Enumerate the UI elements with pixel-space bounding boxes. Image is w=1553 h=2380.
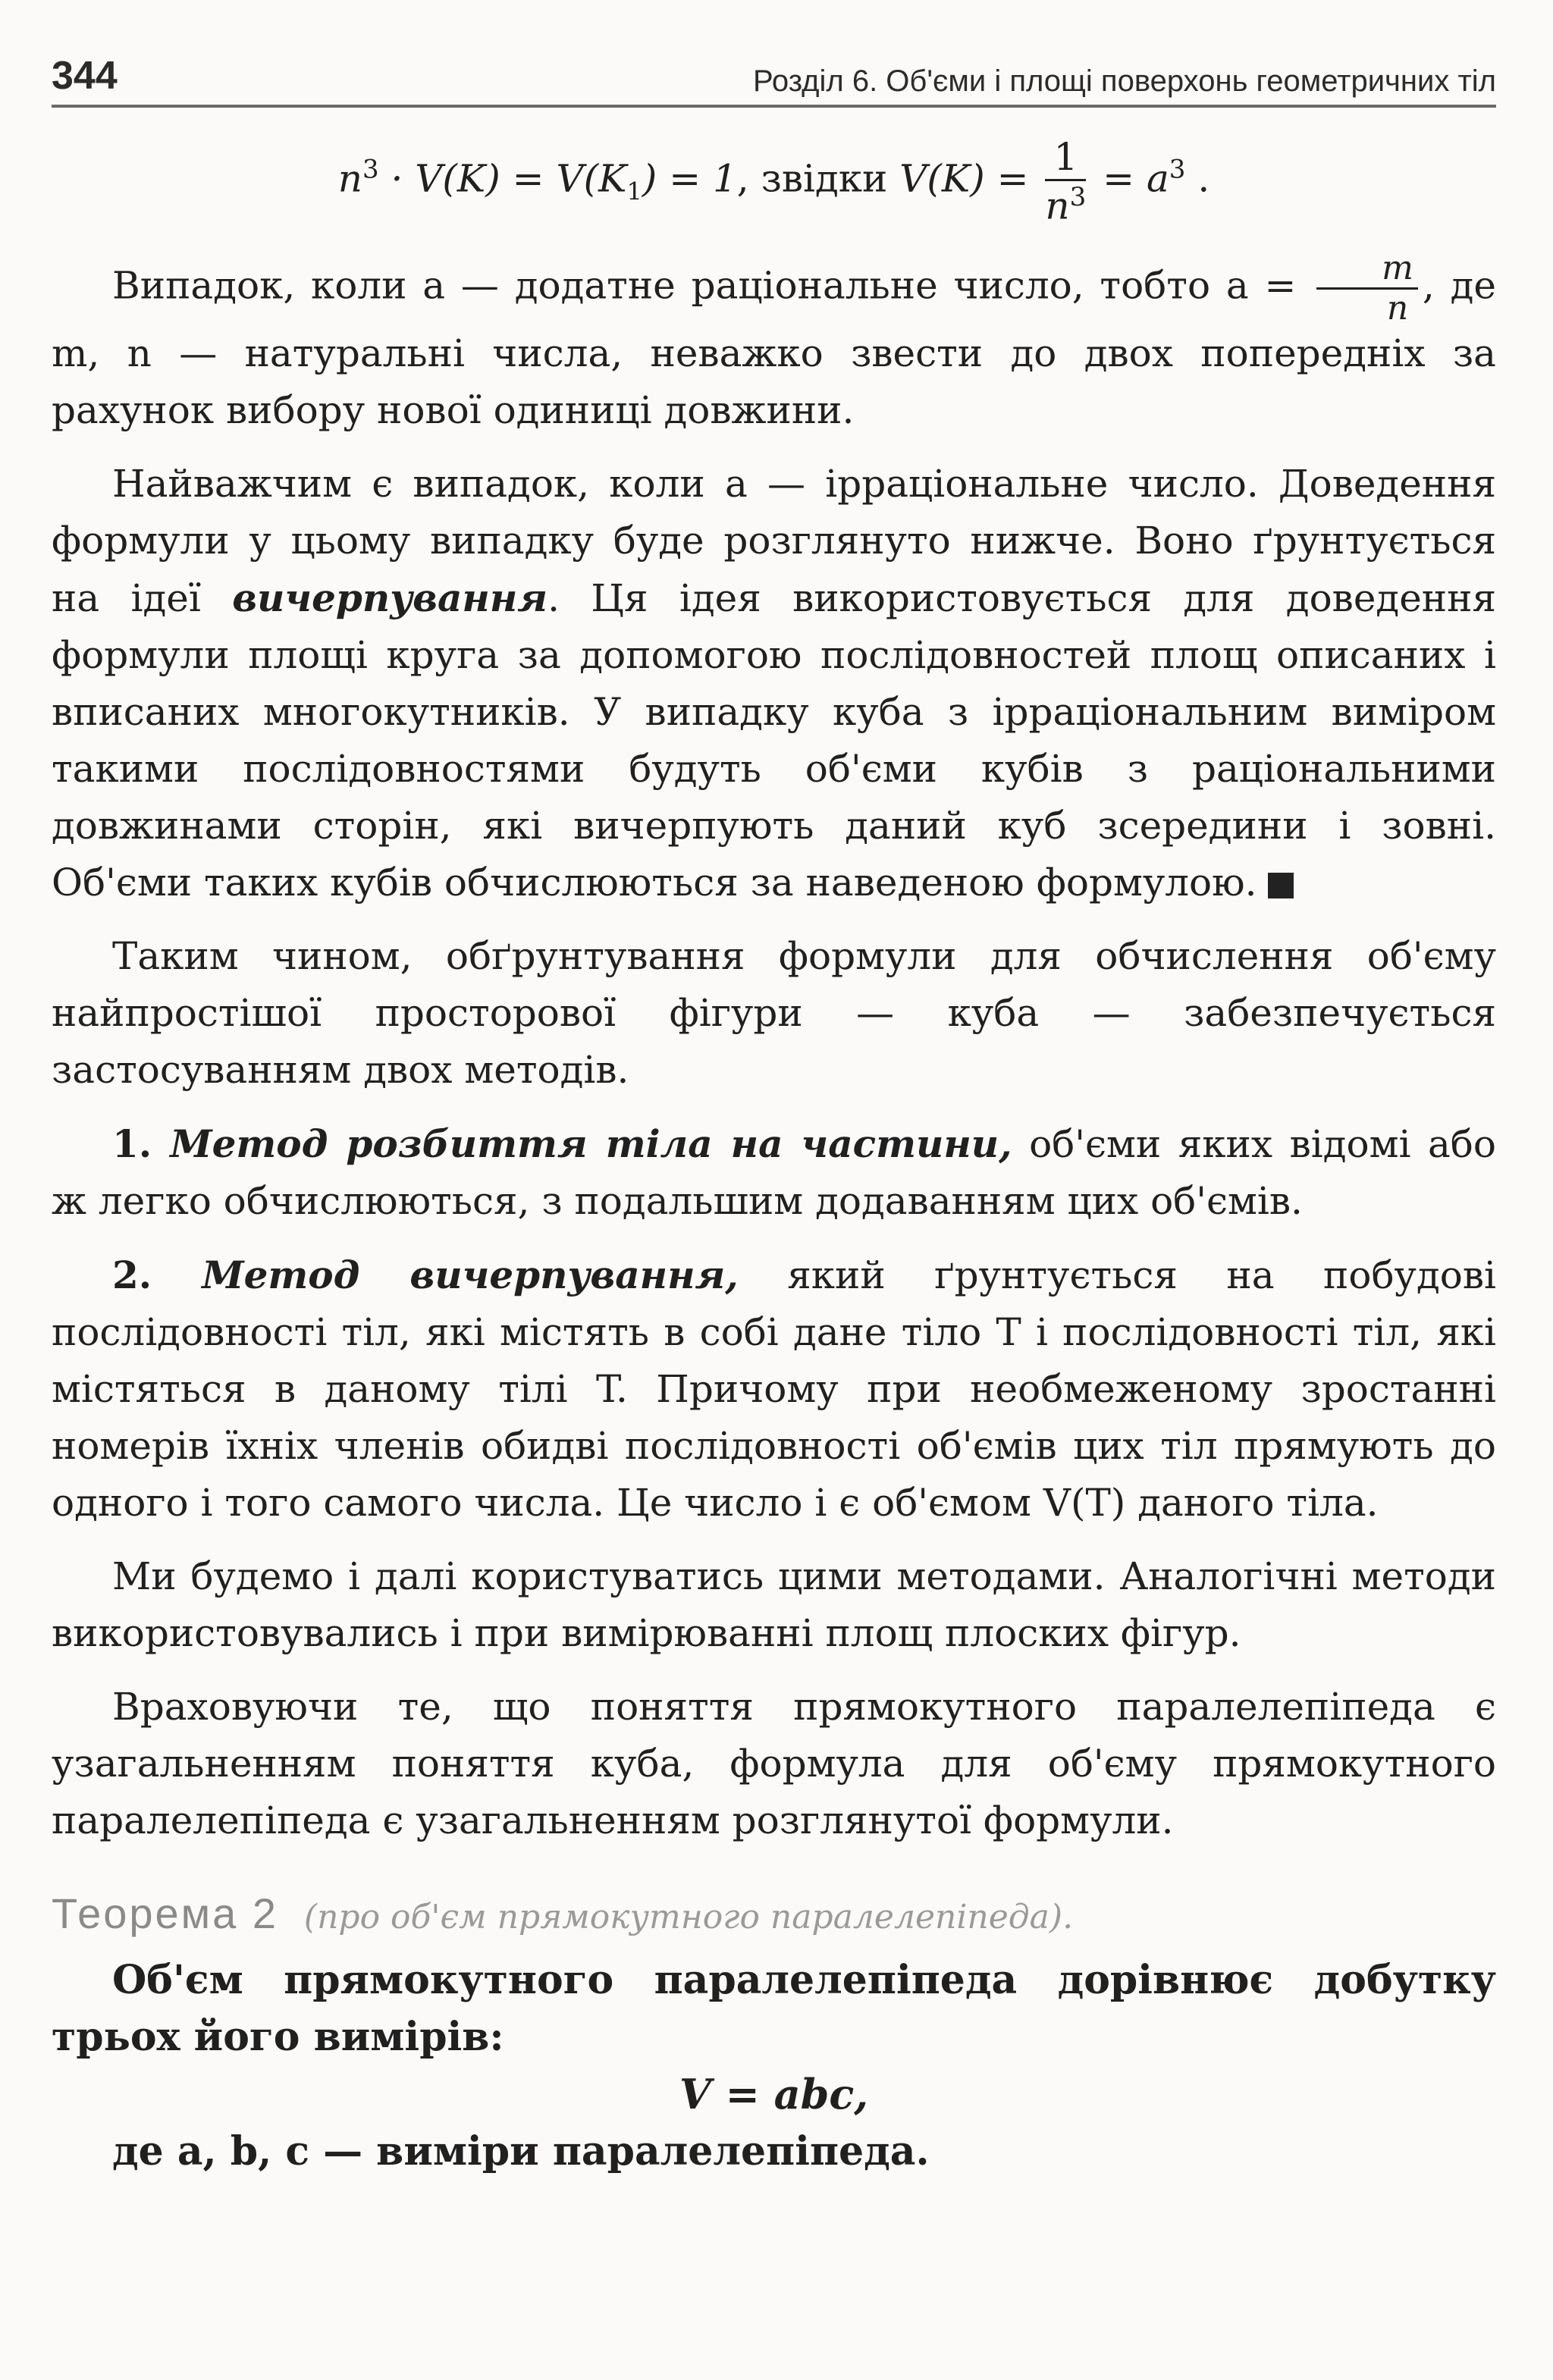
- formula-sub: 1: [626, 177, 642, 206]
- theorem-tail: де a, b, c — виміри паралелепіпеда.: [112, 2128, 930, 2175]
- formula-exp: 3: [362, 154, 379, 185]
- inline-fraction-m-n: [1316, 248, 1418, 328]
- page-number: 344: [52, 54, 118, 98]
- page-header: [52, 53, 1496, 108]
- method-2-number: 2.: [112, 1252, 202, 1297]
- paragraph-irrational-case: [52, 456, 1496, 911]
- inline-fraction-den: n: [1386, 288, 1409, 328]
- theorem-formula: V = abc,: [679, 2069, 869, 2118]
- paragraph-methods-usage: Ми будемо і далі користуватись цими методами. Аналогічні методи використовувались і при вимірюванні площ плоских фігур.: [52, 1554, 1496, 1655]
- theorem-label: Теорема 2: [52, 1889, 278, 1937]
- p2-b: . Ця ідея використовується для доведення формули площі круга за допомогою послідовностей площ описаних і вписаних многокутників. У випадку куба з ірраціональним виміром такими послідовностями будуть об'єми кубів з раціональними довжинами сторін, які вичерпують даний куб зсередини і зовні. Об'єми таких кубів обчислюються за наведеною формулою.: [52, 575, 1496, 905]
- formula-right: ) = 1: [642, 156, 737, 201]
- formula-n: n: [337, 156, 362, 201]
- paragraph-method-2: [52, 1246, 1496, 1532]
- section-title: Розділ 6. Об'єми і площі поверхонь геометричних тіл: [752, 64, 1496, 98]
- method-2-rest: який ґрунтується на побудові послідовності тіл, які містять в собі дане тіло T і послідовності тіл, які містяться в даному тілі T. Причому при необмеженому зростанні номерів їхніх членів обидві послідовності об'ємів цих тіл прямують до одного і того самого числа. Це число і є об'ємом V(T) даного тіла.: [52, 1253, 1496, 1525]
- formula-comma-text: , звідки: [736, 156, 900, 201]
- p1-start: Випадок, коли a — додатне раціональне число, тобто a =: [112, 263, 1297, 308]
- formula-eq-a: = a: [1103, 156, 1169, 201]
- p2-a: Найважчим є випадок, коли a — ірраціональне число. Доведення формули у цьому випадку буде розглянуто нижче. Воно ґрунтується на ідеї: [52, 461, 1496, 620]
- formula-fraction: [1045, 135, 1087, 228]
- paragraph-two-methods: Таким чином, обґрунтування формули для обчислення об'єму найпростішої просторової фігури — куба — забезпечується застосуванням двох методів.: [52, 933, 1496, 1092]
- end-of-proof-icon: [1268, 873, 1294, 898]
- inline-fraction-num: m: [1316, 252, 1418, 290]
- formula-vk: V(K) =: [899, 156, 1029, 201]
- theorem-subtitle: (про об'єм прямокутного паралелепіпеда).: [303, 1897, 1074, 1936]
- method-1-rest: об'єми яких відомі або ж легко обчислюються, з подальшим додаванням цих об'ємів.: [52, 1121, 1496, 1223]
- page: [52, 53, 1496, 2180]
- paragraph-generalization: Враховуючи те, що поняття прямокутного паралелепіпеда є узагальненням поняття куба, формула для об'єму прямокутного паралелепіпеда є узагальненням розглянутої формули.: [52, 1684, 1496, 1842]
- p1-end: , де m, n — натуральні числа, неважко звести до двох попередніх за рахунок вибору нової одиниці довжини.: [52, 263, 1496, 432]
- p2-term: вичерпування: [232, 575, 548, 620]
- paragraph-method-1: [52, 1115, 1496, 1230]
- formula-a-exp: 3: [1169, 154, 1186, 185]
- fraction-numerator: 1: [1045, 138, 1086, 181]
- formula-middle: · V(K) = V(K: [391, 156, 627, 201]
- formula-dot: .: [1197, 156, 1210, 201]
- fraction-denominator: $n^3$: [1045, 182, 1087, 228]
- method-2-term: Метод вичерпування,: [202, 1252, 739, 1297]
- formula-cube-volume: [52, 135, 1496, 228]
- method-1-number: 1.: [112, 1121, 171, 1166]
- theorem-heading: [52, 1889, 1496, 1938]
- paragraph-rational-case: [52, 248, 1496, 439]
- theorem-statement: Об'єм прямокутного паралелепіпеда дорівнює добутку трьох його вимірів:: [52, 1956, 1496, 2060]
- method-1-term: Метод розбиття тіла на частини,: [170, 1121, 1012, 1166]
